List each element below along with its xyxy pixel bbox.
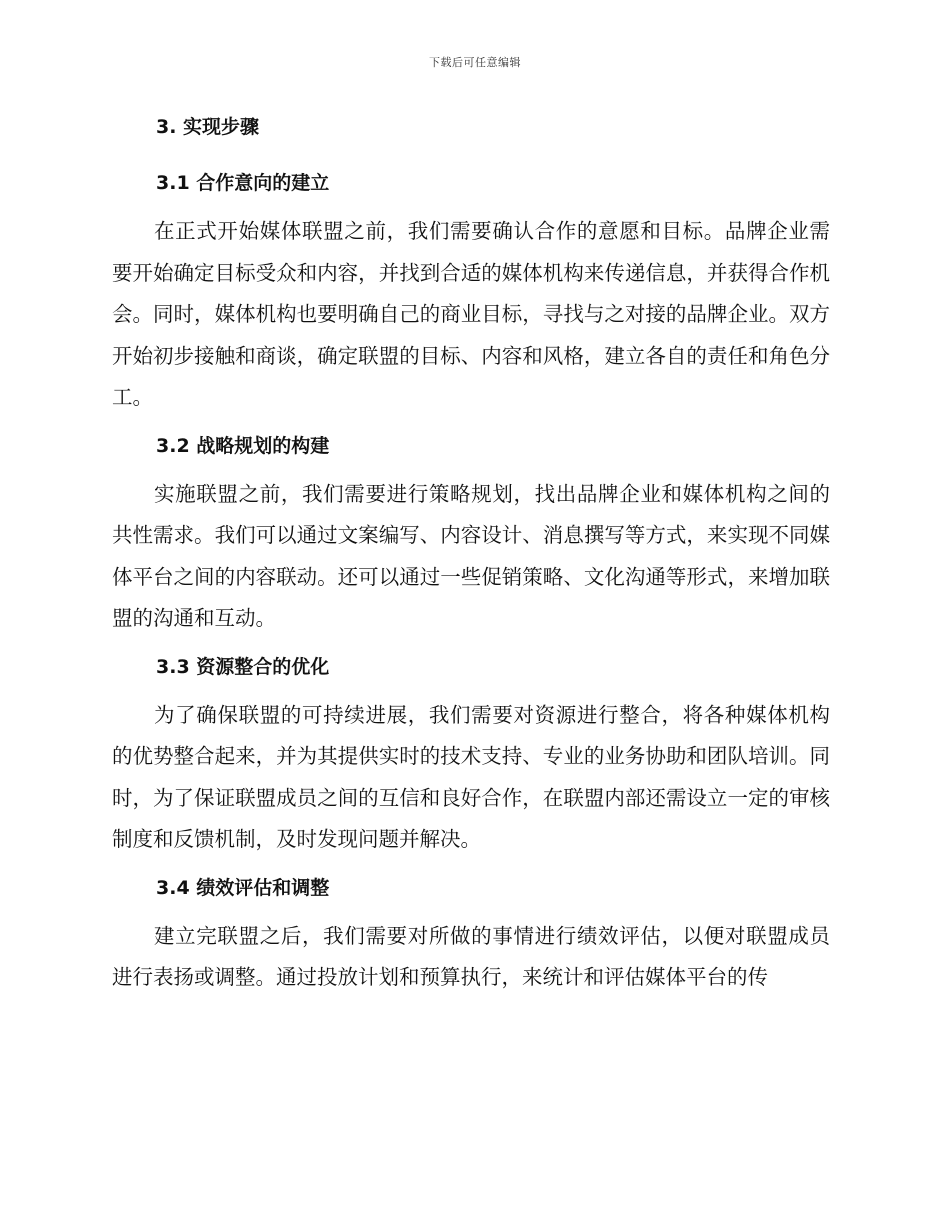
page-header-note: 下载后可任意编辑 bbox=[429, 56, 521, 69]
paragraph-3-1: 在正式开始媒体联盟之前，我们需要确认合作的意愿和目标。品牌企业需要开始确定目标受众和内容，并找到合适的媒体机构来传递信息，并获得合作机会。同时，媒体机构也要明确自己的商业目标，寻找与之对接的品牌企业。双方开始初步接触和商谈，确定联盟的目标、内容和风格，建立各自的责任和角色分工。 bbox=[112, 219, 830, 409]
subsection-heading-3-2: 3.2 战略规划的构建 bbox=[156, 434, 330, 457]
paragraph-3-4: 建立完联盟之后，我们需要对所做的事情进行绩效评估，以便对联盟成员进行表扬或调整。通过投放计划和预算执行，来统计和评估媒体平台的传 bbox=[112, 923, 830, 989]
subsection-heading-3-1: 3.1 合作意向的建立 bbox=[156, 172, 330, 194]
paragraph-3-3: 为了确保联盟的可持续进展，我们需要对资源进行整合，将各种媒体机构的优势整合起来，并为其提供实时的技术支持、专业的业务协助和团队培训。同时，为了保证联盟成员之间的互信和良好合作，在联盟内部还需设立一定的审核制度和反馈机制，及时发现问题并解决。 bbox=[112, 702, 830, 851]
section-heading-3: 3. 实现步骤 bbox=[156, 116, 260, 138]
subsection-heading-3-4: 3.4 绩效评估和调整 bbox=[156, 876, 330, 899]
subsection-heading-3-3: 3.3 资源整合的优化 bbox=[156, 655, 330, 678]
document-body bbox=[112, 110, 830, 1011]
paragraph-3-2: 实施联盟之前，我们需要进行策略规划，找出品牌企业和媒体机构之间的共性需求。我们可以通过文案编写、内容设计、消息撰写等方式，来实现不同媒体平台之间的内容联动。还可以通过一些促销策略、文化沟通等形式，来增加联盟的沟通和互动。 bbox=[112, 481, 830, 630]
